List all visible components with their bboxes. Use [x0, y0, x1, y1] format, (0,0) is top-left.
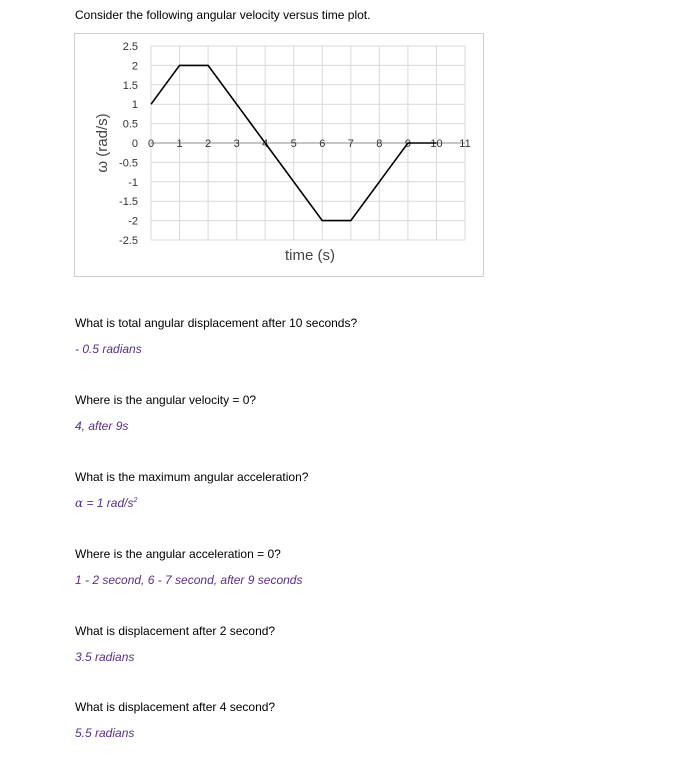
- question-1: What is total angular displacement after 10 seconds?: [75, 316, 358, 330]
- question-3: What is the maximum angular acceleration?: [75, 470, 309, 484]
- x-tick-label: 7: [347, 138, 354, 150]
- answer-2: 4, after 9s: [75, 419, 129, 433]
- question-2: Where is the angular velocity = 0?: [75, 393, 257, 407]
- alpha-symbol: α: [75, 496, 84, 510]
- y-tick-label: -1.5: [119, 196, 138, 209]
- answer-6: 5.5 radians: [75, 726, 135, 740]
- y-tick-label: -2.5: [119, 235, 138, 247]
- qa-block-5: [75, 624, 275, 664]
- y-axis-title: ω (rad/s): [94, 113, 111, 173]
- y-tick-label: 2.5: [122, 41, 138, 53]
- y-tick-label: 1: [131, 99, 138, 112]
- qa-block-4: [75, 547, 302, 587]
- question-6: What is displacement after 4 second?: [75, 700, 276, 714]
- chart-frame: [74, 33, 484, 277]
- question-4: Where is the angular acceleration = 0?: [75, 547, 281, 561]
- answer-1: - 0.5 radians: [75, 342, 142, 356]
- x-tick-label: 10: [430, 138, 443, 150]
- qa-block-6: [75, 700, 275, 740]
- x-tick-label: 2: [205, 138, 212, 150]
- x-tick-label: 5: [290, 138, 297, 150]
- x-axis-title: time (s): [285, 247, 335, 264]
- answer-4: 1 - 2 second, 6 - 7 second, after 9 seconds: [75, 573, 303, 587]
- angular-velocity-chart: [75, 34, 485, 278]
- x-tick-label: 6: [319, 138, 326, 150]
- qa-block-3: [75, 470, 308, 510]
- intro-text: Consider the following angular velocity versus time plot.: [75, 8, 371, 22]
- x-tick-label: 9: [404, 138, 411, 150]
- x-tick-label: 3: [233, 138, 240, 150]
- answer-3-main: = 1 rad/s: [83, 496, 134, 510]
- x-tick-label: 0: [147, 138, 155, 150]
- qa-block-2: [75, 393, 256, 433]
- x-tick-label: 1: [176, 138, 183, 150]
- x-tick-label: 8: [376, 138, 383, 150]
- answer-3: [75, 496, 308, 510]
- qa-block-1: [75, 316, 357, 356]
- y-tick-label: -0.5: [119, 157, 138, 170]
- x-tick-label: 4: [262, 138, 269, 150]
- y-tick-label: 0.5: [122, 118, 138, 131]
- x-tick-label: 11: [459, 138, 471, 150]
- y-tick-label: 1.5: [122, 79, 138, 92]
- y-tick-label: 2: [131, 60, 138, 73]
- y-tick-label: 0: [131, 138, 138, 150]
- y-tick-label: -2: [128, 215, 138, 228]
- answer-3-exponent: 2: [133, 497, 138, 504]
- answer-5: 3.5 radians: [75, 650, 135, 664]
- question-5: What is displacement after 2 second?: [75, 624, 276, 638]
- y-tick-label: -1: [128, 176, 138, 189]
